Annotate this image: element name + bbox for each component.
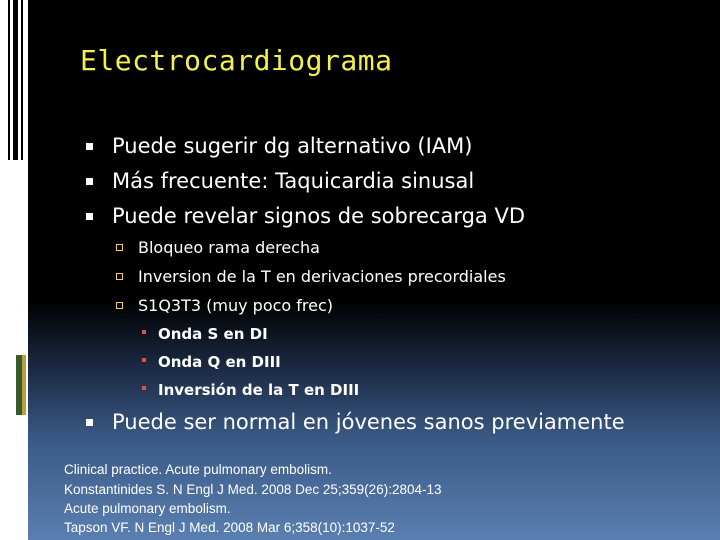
reference-line: Clinical practice. Acute pulmonary embolism. bbox=[64, 462, 332, 477]
decorative-bars-bottom bbox=[0, 355, 28, 415]
hollow-square-bullet-icon bbox=[116, 273, 123, 280]
sub-bullet-text: Inversion de la T en derivaciones precordiales bbox=[138, 267, 506, 286]
sub-bullet-item bbox=[138, 296, 333, 315]
reference-line: Tapson VF. N Engl J Med. 2008 Mar 6;358(10):1037-52 bbox=[64, 520, 395, 535]
sub-bullet-text: Bloqueo rama derecha bbox=[138, 238, 320, 257]
sub-sub-bullet-item bbox=[158, 381, 359, 399]
bullet-text: Puede ser normal en jóvenes sanos previamente bbox=[112, 410, 625, 434]
reference-line: Acute pulmonary embolism. bbox=[64, 501, 231, 516]
red-dot-bullet-icon bbox=[142, 330, 146, 334]
square-bullet-icon bbox=[86, 419, 93, 426]
bullet-item bbox=[112, 134, 472, 158]
sub-sub-bullet-text: Onda S en DI bbox=[158, 325, 268, 343]
hollow-square-bullet-icon bbox=[116, 244, 123, 251]
decorative-bars-top bbox=[0, 0, 28, 160]
sub-sub-bullet-text: Inversión de la T en DIII bbox=[158, 381, 360, 399]
square-bullet-icon bbox=[86, 143, 93, 150]
slide-title: Electrocardiograma bbox=[80, 44, 393, 77]
sub-sub-bullet-text: Onda Q en DIII bbox=[158, 353, 281, 371]
square-bullet-icon bbox=[86, 178, 93, 185]
sub-bullet-item bbox=[138, 238, 320, 257]
bullet-text: Más frecuente: Taquicardia sinusal bbox=[112, 169, 475, 193]
sub-bullet-item bbox=[138, 267, 506, 286]
red-dot-bullet-icon bbox=[142, 386, 146, 390]
bullet-item bbox=[112, 204, 525, 228]
bullet-text: Puede revelar signos de sobrecarga VD bbox=[112, 204, 526, 228]
square-bullet-icon bbox=[86, 213, 93, 220]
sub-sub-bullet-item bbox=[158, 325, 268, 343]
bullet-item bbox=[112, 169, 474, 193]
bullet-text: Puede sugerir dg alternativo (IAM) bbox=[112, 134, 473, 158]
sub-bullet-text: S1Q3T3 (muy poco frec) bbox=[138, 296, 334, 315]
sub-sub-bullet-item bbox=[158, 353, 281, 371]
hollow-square-bullet-icon bbox=[116, 302, 123, 309]
bullet-item bbox=[112, 410, 625, 434]
red-dot-bullet-icon bbox=[142, 358, 146, 362]
reference-line: Konstantinides S. N Engl J Med. 2008 Dec 25;359(26):2804-13 bbox=[64, 482, 442, 497]
